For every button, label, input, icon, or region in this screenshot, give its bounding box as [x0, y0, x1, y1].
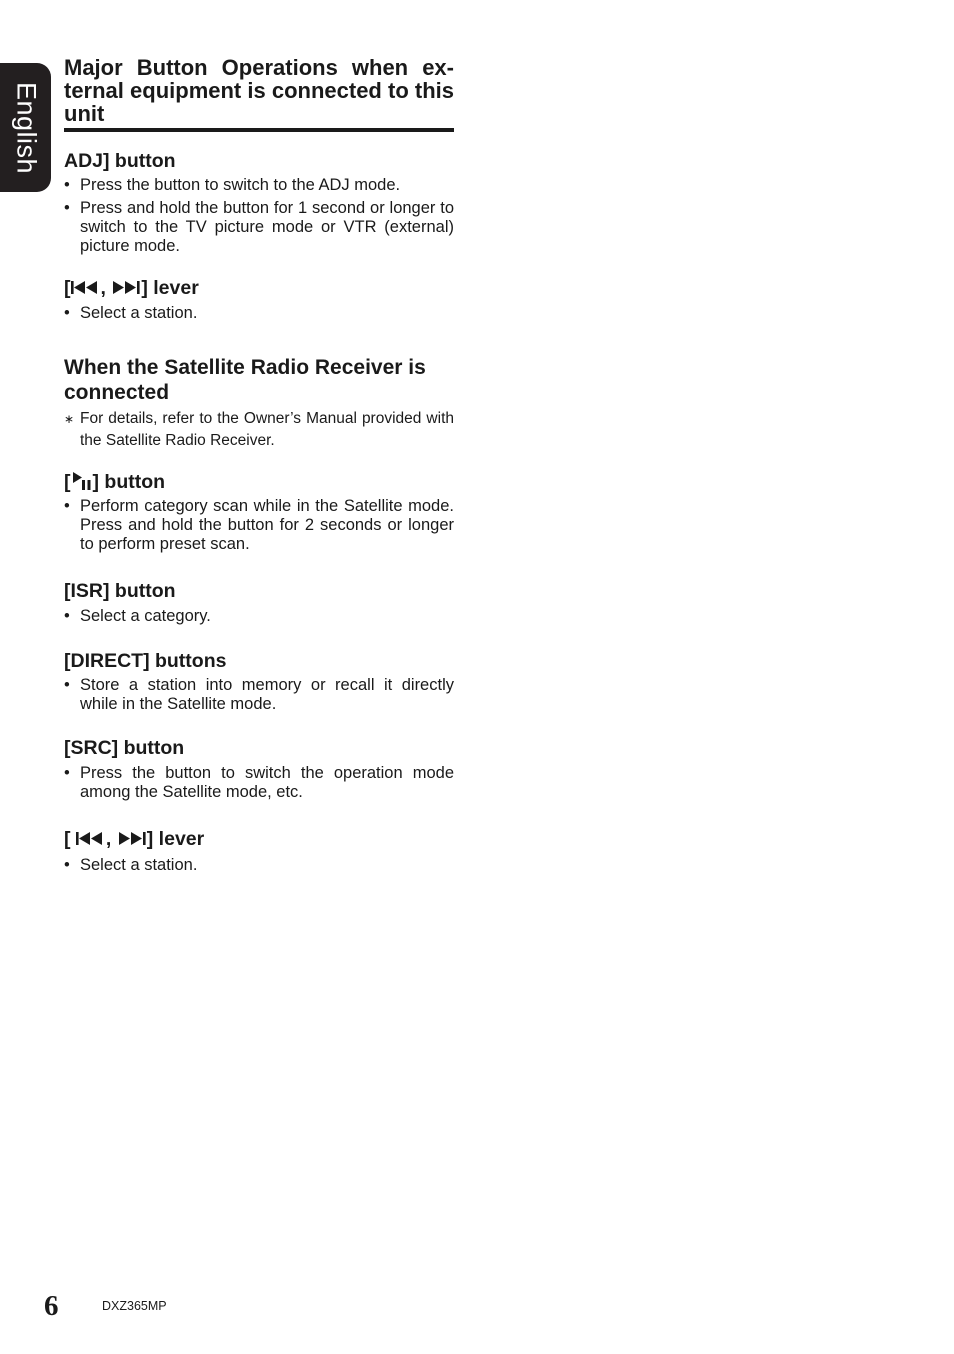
next-track-icon [117, 831, 147, 846]
list-item: • Press the button to switch to the ADJ mode. [64, 176, 401, 194]
isr-button-heading: [ISR] button [64, 580, 176, 602]
page-title: Major Button Operations when ex-ternal equipment is connected to this unit [64, 55, 454, 126]
language-tab [0, 63, 51, 192]
page-number: 6 [44, 1290, 59, 1322]
lever-heading: [ , ] lever [64, 828, 205, 850]
list-item: • Press the button to switch the operation mode among the Satellite mode, etc. [64, 764, 454, 801]
list-item: • Select a station. [64, 304, 198, 322]
title-rule [64, 128, 454, 132]
previous-track-icon [71, 280, 101, 295]
next-track-icon [111, 280, 141, 295]
list-item: • Select a station. [64, 856, 198, 874]
play-pause-button-heading: [ ] button [64, 471, 166, 493]
note-item: ∗ For details, refer to the Owner’s Manual provided with the Satellite Radio Receiver. [64, 410, 454, 449]
satellite-subtitle: When the Satellite Radio Receiver is connected [64, 356, 426, 404]
previous-track-icon [76, 831, 106, 846]
src-button-heading: [SRC] button [64, 737, 185, 759]
play-pause-icon [71, 471, 93, 491]
list-item: • Select a category. [64, 607, 211, 625]
list-item: • Perform category scan while in the Satellite mode. Press and hold the button for 2 seconds or longer to perform preset scan. [64, 497, 454, 553]
model-number: DXZ365MP [102, 1299, 167, 1313]
lever-heading: [ , ] lever [64, 277, 199, 299]
adj-button-heading: ADJ] button [64, 150, 176, 172]
list-item: • Press and hold the button for 1 second or longer to switch to the TV picture mode or VTR (external) picture mode. [64, 199, 454, 255]
language-tab-label: English [11, 81, 41, 174]
list-item: • Store a station into memory or recall it directly while in the Satellite mode. [64, 676, 454, 713]
direct-buttons-heading: [DIRECT] buttons [64, 650, 227, 672]
